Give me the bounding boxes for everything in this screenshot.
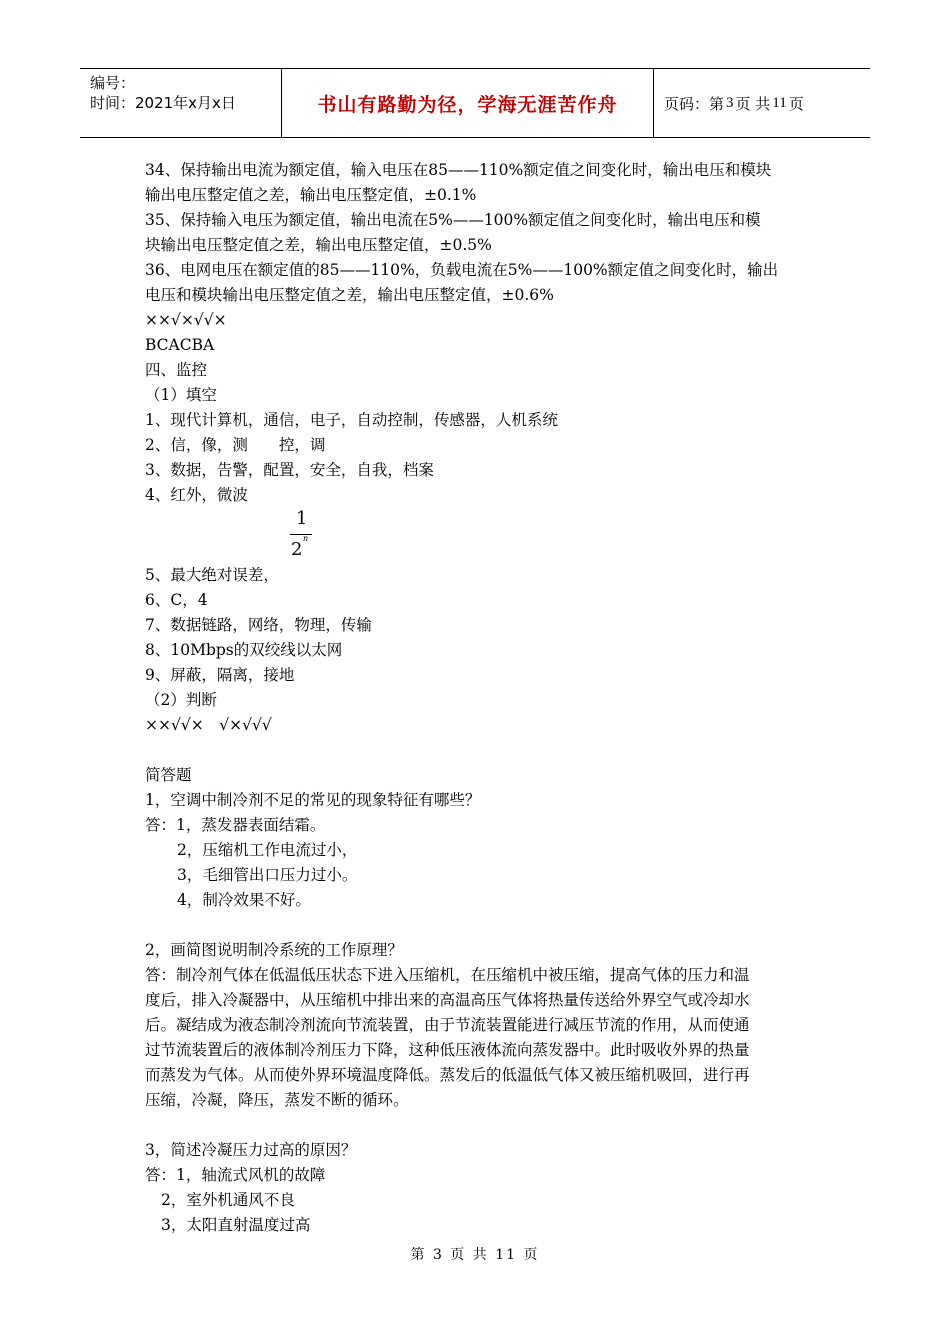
fraction-label: 5、最大绝对误差， bbox=[145, 566, 279, 584]
text-line: 9、屏蔽，隔离，接地 bbox=[145, 666, 295, 684]
page-current: 3 bbox=[726, 94, 734, 111]
question-3: 3，简述冷凝压力过高的原因？ bbox=[145, 1141, 357, 1159]
answer-2-line: 过节流装置后的液体制冷剂压力下降，这种低压液体流向蒸发器中。此时吸收外界的热量 bbox=[145, 1041, 750, 1059]
page-header bbox=[80, 68, 870, 138]
question-1: 1，空调中制冷剂不足的常见的现象特征有哪些？ bbox=[145, 791, 481, 809]
answer-2-line: 度后，排入冷凝器中，从压缩机中排出来的高温高压气体将热量传送给外界空气或冷却水 bbox=[145, 991, 750, 1009]
fraction-bar bbox=[290, 534, 312, 535]
answer-1-line: 4，制冷效果不好。 bbox=[177, 891, 311, 909]
section-heading: 四、监控 bbox=[145, 361, 208, 379]
subsection-heading: （1）填空 bbox=[145, 386, 217, 404]
page-mid: 页 共 bbox=[735, 94, 771, 113]
answer-2-line: 压缩，冷凝，降压，蒸发不断的循环。 bbox=[145, 1091, 409, 1109]
qa-heading: 简答题 bbox=[145, 766, 192, 784]
spacer bbox=[145, 913, 813, 938]
judgement-answers: ××√√× √×√√√ bbox=[145, 716, 272, 734]
answer-3-line: 2，室外机通风不良 bbox=[161, 1191, 295, 1209]
header-page-info bbox=[654, 69, 870, 137]
text-line: 6、C，4 bbox=[145, 591, 208, 609]
spacer bbox=[145, 738, 813, 763]
header-meta bbox=[80, 69, 282, 137]
fraction-formula bbox=[288, 508, 314, 568]
spacer bbox=[145, 1113, 813, 1138]
answer-3-line: 3，太阳直射温度过高 bbox=[161, 1216, 311, 1234]
judgement-answers: ××√×√√× bbox=[145, 311, 227, 329]
page-suffix: 页 bbox=[788, 94, 804, 113]
text-line: 4、红外，微波 bbox=[145, 486, 248, 504]
text-line: 3、数据，告警，配置，安全，自我，档案 bbox=[145, 461, 434, 479]
text-line: 36、电网电压在额定值的85——110%，负载电流在5%——100%额定值之间变化时，输出 bbox=[145, 261, 779, 279]
fraction-exponent: n bbox=[303, 534, 309, 543]
fraction-item bbox=[145, 508, 813, 588]
answer-2-line: 后。凝结成为液态制冷剂流向节流装置，由于节流装置能进行减压节流的作用，从而使通 bbox=[145, 1016, 750, 1034]
subsection-heading: （2）判断 bbox=[145, 691, 217, 709]
fraction-numerator: 1 bbox=[296, 508, 308, 529]
text-line: 电压和模块输出电压整定值之差，输出电压整定值，±0.6% bbox=[145, 286, 554, 304]
answer-2-line: 而蒸发为气体。从而使外界环境温度降低。蒸发后的低温低气体又被压缩机吸回，进行再 bbox=[145, 1066, 750, 1084]
document-time-label: 时间：2021年x月x日 bbox=[90, 94, 236, 112]
document-body bbox=[145, 158, 813, 1238]
answer-2-line: 答：制冷剂气体在低温低压状态下进入压缩机，在压缩机中被压缩，提高气体的压力和温 bbox=[145, 966, 750, 984]
question-2: 2，画简图说明制冷系统的工作原理？ bbox=[145, 941, 403, 959]
answer-3-line: 答：1，轴流式风机的故障 bbox=[145, 1166, 326, 1184]
answer-1-line: 2，压缩机工作电流过小， bbox=[177, 841, 358, 859]
page-footer: 第 3 页 共 11 页 bbox=[410, 1247, 540, 1263]
answer-1-line: 3，毛细管出口压力过小。 bbox=[177, 866, 358, 884]
answer-1-line: 答：1，蒸发器表面结霜。 bbox=[145, 816, 326, 834]
text-line: 块输出电压整定值之差，输出电压整定值，±0.5% bbox=[145, 236, 492, 254]
text-line: 8、10Mbps的双绞线以太网 bbox=[145, 641, 343, 659]
page-total: 11 bbox=[772, 94, 787, 111]
text-line: 35、保持输入电压为额定值，输出电流在5%——100%额定值之间变化时，输出电压和模 bbox=[145, 211, 761, 229]
header-motto: 书山有路勤为径，学海无涯苦作舟 bbox=[282, 69, 654, 137]
text-line: 2、信，像，测 控，调 bbox=[145, 436, 326, 454]
page-prefix: 页码：第 bbox=[664, 94, 725, 113]
text-line: 输出电压整定值之差，输出电压整定值，±0.1% bbox=[145, 186, 477, 204]
text-line: 7、数据链路，网络，物理，传输 bbox=[145, 616, 372, 634]
choice-answers: BCACBA bbox=[145, 336, 215, 354]
text-line: 34、保持输出电流为额定值，输入电压在85——110%额定值之间变化时，输出电压和模块 bbox=[145, 161, 772, 179]
text-line: 1、现代计算机，通信，电子，自动控制，传感器，人机系统 bbox=[145, 411, 558, 429]
fraction-denominator: 2 bbox=[291, 539, 303, 560]
document-number-label: 编号： bbox=[90, 74, 136, 92]
